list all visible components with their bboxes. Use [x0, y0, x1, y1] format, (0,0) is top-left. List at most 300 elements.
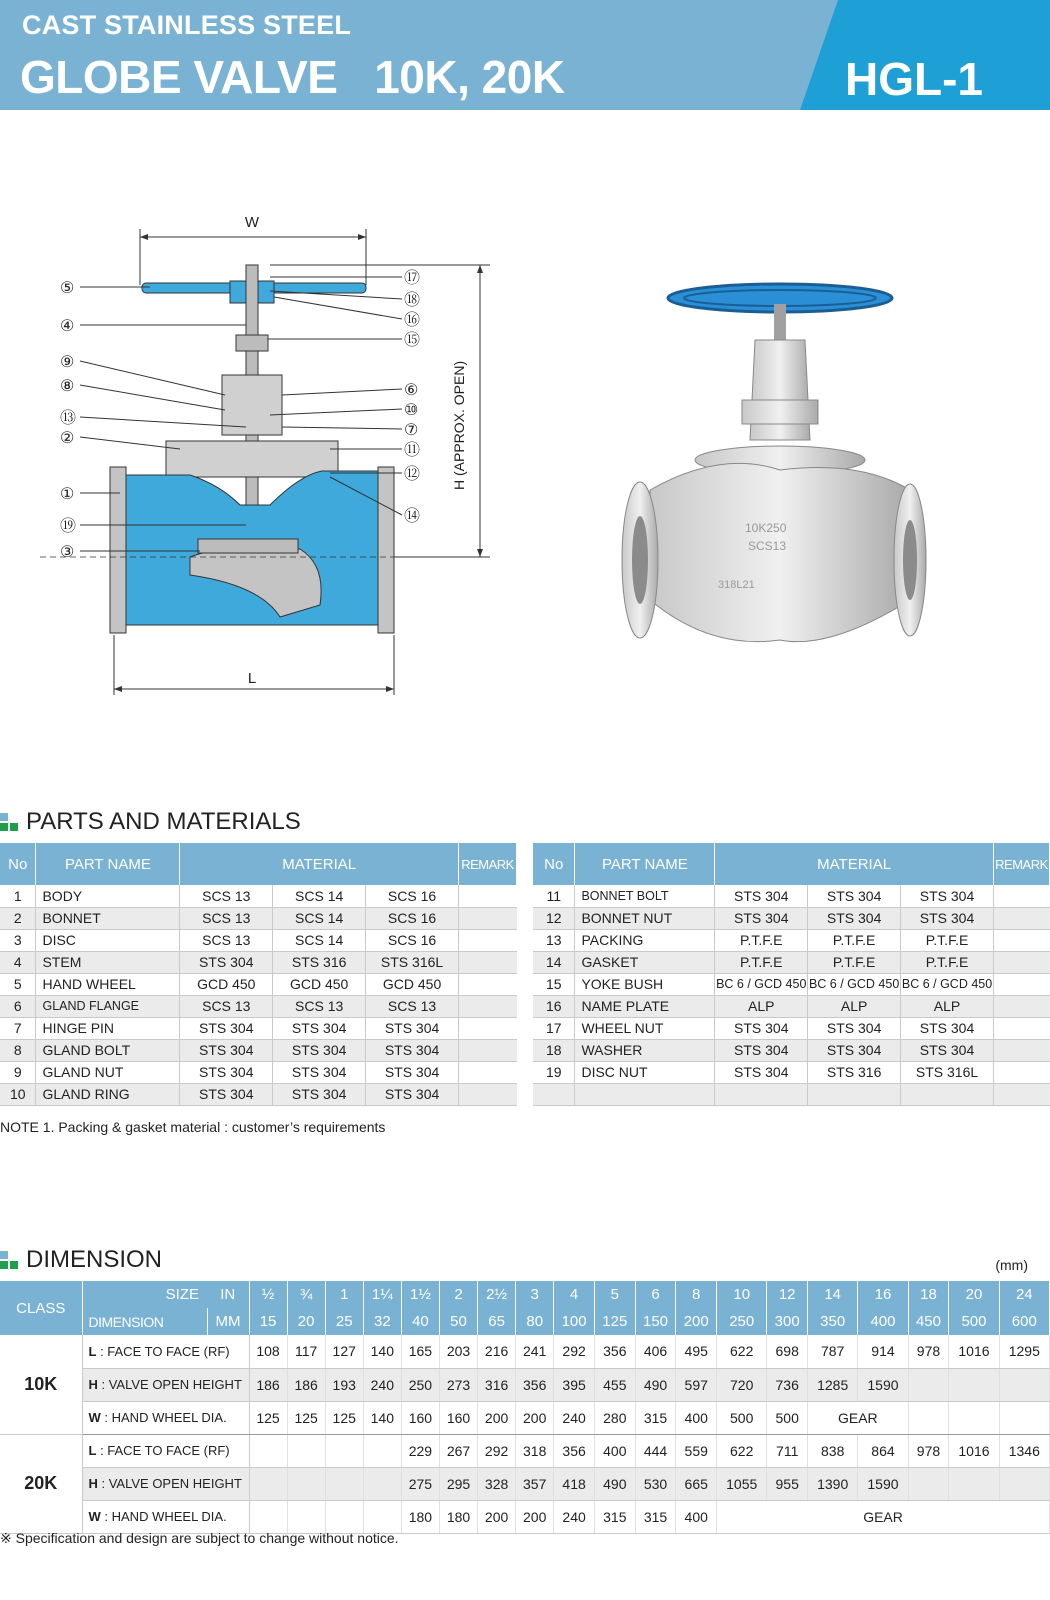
dimension-key: H	[88, 1476, 98, 1491]
dimension-cell: 216	[478, 1335, 516, 1368]
parts-row	[0, 1083, 517, 1105]
parts-row	[533, 907, 1050, 929]
part-name: HINGE PIN	[36, 1017, 180, 1039]
dimension-row	[0, 1335, 1050, 1368]
section-bullet-icon	[0, 813, 18, 831]
size-in-row	[0, 1281, 1050, 1308]
material-3: GCD 450	[366, 973, 459, 995]
dimension-cell	[949, 1368, 999, 1401]
material-3: STS 304	[366, 1017, 459, 1039]
col-no: No	[0, 843, 36, 885]
dimension-cell: 200	[478, 1401, 516, 1434]
material-2: STS 304	[273, 1039, 366, 1061]
col-material: MATERIAL	[180, 843, 459, 885]
size-mm: 25	[325, 1308, 363, 1335]
dimension-row	[0, 1467, 1050, 1500]
material-1: STS 304	[715, 1017, 808, 1039]
dimension-cell: 490	[594, 1467, 635, 1500]
col-material: MATERIAL	[715, 843, 994, 885]
part-no: 13	[533, 929, 575, 951]
material-3: STS 304	[366, 1083, 459, 1105]
part-name	[575, 1083, 715, 1105]
parts-row	[533, 995, 1050, 1017]
dimension-cell: 622	[717, 1335, 767, 1368]
dimension-cell: 500	[767, 1401, 808, 1434]
section-bullet-icon	[0, 1251, 18, 1269]
part-name: STEM	[36, 951, 180, 973]
part-no: 9	[0, 1061, 36, 1083]
dimension-header: DIMENSION	[82, 1308, 207, 1335]
size-in: 2½	[478, 1281, 516, 1308]
dimension-cell: 1016	[949, 1434, 999, 1467]
dimension-cell: 229	[401, 1434, 439, 1467]
dimension-cell: 455	[594, 1368, 635, 1401]
part-name: HAND WHEEL	[36, 973, 180, 995]
dimension-cell	[908, 1401, 949, 1434]
size-in: 14	[808, 1281, 858, 1308]
part-name: PACKING	[575, 929, 715, 951]
parts-row	[0, 885, 517, 907]
material-3: STS 304	[366, 1061, 459, 1083]
dimension-cell: 1590	[858, 1467, 908, 1500]
material-2: STS 304	[808, 1039, 901, 1061]
in-header: IN	[207, 1281, 249, 1308]
callout-14: ⑭	[404, 508, 421, 525]
size-mm: 200	[676, 1308, 717, 1335]
size-mm: 450	[908, 1308, 949, 1335]
dimension-cell: 406	[635, 1335, 676, 1368]
material-3: STS 304	[366, 1039, 459, 1061]
dimension-cell	[325, 1467, 363, 1500]
material-2: SCS 14	[273, 885, 366, 907]
dimension-cell: 186	[287, 1368, 325, 1401]
parts-row	[533, 885, 1050, 907]
dimension-cell: 1285	[808, 1368, 858, 1401]
remark	[459, 1017, 517, 1039]
size-in: 6	[635, 1281, 676, 1308]
dimension-cell: 295	[439, 1467, 477, 1500]
parts-row	[533, 929, 1050, 951]
dimension-cell: 500	[717, 1401, 767, 1434]
parts-row	[533, 1017, 1050, 1039]
dimension-key: L	[88, 1343, 97, 1359]
dimension-cell	[999, 1467, 1049, 1500]
material-3	[901, 1083, 994, 1105]
remark	[459, 1061, 517, 1083]
material-2: STS 304	[808, 907, 901, 929]
material-1: P.T.F.E	[715, 929, 808, 951]
dimension-cell: 665	[676, 1467, 717, 1500]
dimension-desc: : FACE TO FACE (RF)	[96, 1343, 230, 1359]
dimension-cell: 400	[594, 1434, 635, 1467]
part-no: 5	[0, 973, 36, 995]
size-in: 3	[516, 1281, 554, 1308]
col-part-name: PART NAME	[575, 843, 715, 885]
size-in: 1¼	[363, 1281, 401, 1308]
dimension-cell	[363, 1434, 401, 1467]
part-no: 2	[0, 907, 36, 929]
dimension-cell: 1016	[949, 1335, 999, 1368]
part-name: BONNET NUT	[575, 907, 715, 929]
size-in: 12	[767, 1281, 808, 1308]
size-in: 2	[439, 1281, 477, 1308]
dimension-cell: 292	[554, 1335, 595, 1368]
dimension-cell: 318	[516, 1434, 554, 1467]
dimension-cell	[363, 1467, 401, 1500]
parts-table-left	[0, 843, 517, 1106]
dimension-cell: 160	[439, 1401, 477, 1434]
material-1: SCS 13	[180, 885, 273, 907]
mm-header: MM	[207, 1308, 249, 1335]
size-in: ½	[249, 1281, 287, 1308]
size-mm: 65	[478, 1308, 516, 1335]
part-no: 16	[533, 995, 575, 1017]
dimension-cell: 356	[516, 1368, 554, 1401]
part-no: 10	[0, 1083, 36, 1105]
callout-8: ⑧	[60, 378, 75, 395]
dimension-cell: 280	[594, 1401, 635, 1434]
dimension-cell: 165	[401, 1335, 439, 1368]
dimension-cell	[949, 1401, 999, 1434]
size-mm: 300	[767, 1308, 808, 1335]
dimension-label	[82, 1500, 249, 1533]
material-1: STS 304	[180, 1017, 273, 1039]
dimension-key: W	[88, 1509, 101, 1524]
dimension-cell: 395	[554, 1368, 595, 1401]
dimension-cell: 275	[401, 1467, 439, 1500]
material-1: SCS 13	[180, 907, 273, 929]
dimension-label	[82, 1401, 249, 1434]
material-2: ALP	[808, 995, 901, 1017]
remark	[459, 973, 517, 995]
dimension-cell: 490	[635, 1368, 676, 1401]
page-header	[0, 0, 1050, 110]
material-3: STS 316L	[366, 951, 459, 973]
dimension-cell: 711	[767, 1434, 808, 1467]
parts-row	[0, 1017, 517, 1039]
valve-photo	[610, 270, 950, 690]
parts-section-title	[0, 808, 301, 836]
dimension-cell	[287, 1500, 325, 1533]
dimension-key: H	[88, 1377, 98, 1392]
dimension-desc: : HAND WHEEL DIA.	[100, 1509, 227, 1524]
dimension-cell: 273	[439, 1368, 477, 1401]
body-cast-mark-1: 10K250	[745, 521, 787, 535]
col-remark: REMARK	[459, 843, 517, 885]
size-in: 1	[325, 1281, 363, 1308]
dimension-cell: 117	[287, 1335, 325, 1368]
dimension-cell: 864	[858, 1434, 908, 1467]
remark	[993, 1061, 1049, 1083]
dimension-cell: 140	[363, 1401, 401, 1434]
material-2: SCS 14	[273, 929, 366, 951]
size-in: 16	[858, 1281, 908, 1308]
part-name: WHEEL NUT	[575, 1017, 715, 1039]
dimension-cell: 267	[439, 1434, 477, 1467]
remark	[993, 1039, 1049, 1061]
dimension-desc: : VALVE OPEN HEIGHT	[97, 1377, 242, 1392]
model-code: HGL-1	[845, 53, 983, 105]
dimension-cell: 698	[767, 1335, 808, 1368]
material-1: STS 304	[715, 1061, 808, 1083]
size-mm: 15	[249, 1308, 287, 1335]
material-1: ALP	[715, 995, 808, 1017]
dimension-cell: 597	[676, 1368, 717, 1401]
remark	[459, 929, 517, 951]
dimension-cell: 978	[908, 1335, 949, 1368]
dimension-cell: 720	[717, 1368, 767, 1401]
size-header: SIZE	[82, 1281, 207, 1308]
size-in: ¾	[287, 1281, 325, 1308]
remark	[993, 1083, 1049, 1105]
dimension-cell: 125	[325, 1401, 363, 1434]
size-in: 20	[949, 1281, 999, 1308]
size-mm: 150	[635, 1308, 676, 1335]
callout-17: ⑰	[404, 270, 421, 287]
dimension-section-title	[0, 1246, 162, 1274]
size-mm: 125	[594, 1308, 635, 1335]
dimension-cell	[949, 1467, 999, 1500]
size-mm: 20	[287, 1308, 325, 1335]
dimension-cell	[363, 1500, 401, 1533]
part-name: BODY	[36, 885, 180, 907]
dimension-cell: 418	[554, 1467, 595, 1500]
dimension-cell: 203	[439, 1335, 477, 1368]
part-name: DISC	[36, 929, 180, 951]
material-2: SCS 14	[273, 907, 366, 929]
dimension-cell: 444	[635, 1434, 676, 1467]
material-3: STS 304	[901, 907, 994, 929]
size-in: 8	[676, 1281, 717, 1308]
material-2: P.T.F.E	[808, 951, 901, 973]
material-2: STS 304	[808, 885, 901, 907]
callout-7: ⑦	[404, 422, 419, 439]
material-1: SCS 13	[180, 929, 273, 951]
part-no: 8	[0, 1039, 36, 1061]
dimension-cell: 559	[676, 1434, 717, 1467]
parts-row	[0, 973, 517, 995]
callout-15: ⑮	[404, 332, 421, 349]
size-in: 18	[908, 1281, 949, 1308]
material-3: SCS 16	[366, 907, 459, 929]
part-no: 11	[533, 885, 575, 907]
material-3: BC 6 / GCD 450	[901, 973, 994, 995]
dimension-cell: 1590	[858, 1368, 908, 1401]
dimension-cell: 1055	[717, 1467, 767, 1500]
material-3: STS 304	[901, 1017, 994, 1039]
dimension-cell: 186	[249, 1368, 287, 1401]
part-no: 15	[533, 973, 575, 995]
dimension-cell: 193	[325, 1368, 363, 1401]
callout-6: ⑥	[404, 382, 419, 399]
dimension-cell: 400	[676, 1500, 717, 1533]
part-no: 3	[0, 929, 36, 951]
dimension-cell: 200	[516, 1500, 554, 1533]
material-1: P.T.F.E	[715, 951, 808, 973]
dimension-cell: 838	[808, 1434, 858, 1467]
dimension-cell: 1390	[808, 1467, 858, 1500]
parts-row	[533, 1061, 1050, 1083]
dimension-cell: 315	[594, 1500, 635, 1533]
part-name: GLAND NUT	[36, 1061, 180, 1083]
part-name: GLAND BOLT	[36, 1039, 180, 1061]
dimension-cell: 160	[401, 1401, 439, 1434]
dimension-desc: : VALVE OPEN HEIGHT	[97, 1476, 242, 1491]
remark	[459, 951, 517, 973]
callout-5: ⑤	[60, 280, 75, 297]
material-1: STS 304	[715, 1039, 808, 1061]
dimension-label	[82, 1467, 249, 1500]
part-name: YOKE BUSH	[575, 973, 715, 995]
remark	[459, 995, 517, 1017]
dimension-row	[0, 1500, 1050, 1533]
dimension-cell: 127	[325, 1335, 363, 1368]
callout-11: ⑪	[404, 442, 421, 459]
header-subtitle: CAST STAINLESS STEEL	[22, 10, 352, 40]
parts-row	[533, 1039, 1050, 1061]
remark	[993, 995, 1049, 1017]
dimension-cell: 356	[554, 1434, 595, 1467]
col-remark: REMARK	[993, 843, 1049, 885]
callout-16: ⑯	[404, 312, 421, 329]
dimension-cell: 108	[249, 1335, 287, 1368]
callout-2: ②	[60, 430, 75, 447]
callout-1: ①	[60, 486, 75, 503]
dimension-cell: 356	[594, 1335, 635, 1368]
dimension-cell: 316	[478, 1368, 516, 1401]
dimension-cell: 530	[635, 1467, 676, 1500]
dimension-cell: 180	[401, 1500, 439, 1533]
part-no	[533, 1083, 575, 1105]
part-no: 1	[0, 885, 36, 907]
size-in: 24	[999, 1281, 1049, 1308]
material-1	[715, 1083, 808, 1105]
material-2: STS 316	[808, 1061, 901, 1083]
dimension-cell: 250	[401, 1368, 439, 1401]
material-1: STS 304	[715, 907, 808, 929]
size-mm: 80	[516, 1308, 554, 1335]
size-in: 10	[717, 1281, 767, 1308]
dim-w-label: W	[244, 214, 260, 231]
unit-label: (mm)	[995, 1257, 1028, 1273]
material-1: STS 304	[180, 951, 273, 973]
dimension-label	[82, 1434, 249, 1467]
size-in: 4	[554, 1281, 595, 1308]
dimension-cell: 1295	[999, 1335, 1049, 1368]
material-3: STS 316L	[901, 1061, 994, 1083]
dimension-cell: 315	[635, 1500, 676, 1533]
dimension-cell: 787	[808, 1335, 858, 1368]
parts-title-text: PARTS AND MATERIALS	[26, 808, 301, 835]
header-title: GLOBE VALVE 10K, 20K	[20, 51, 565, 103]
part-no: 14	[533, 951, 575, 973]
parts-row	[533, 973, 1050, 995]
material-3: STS 304	[901, 1039, 994, 1061]
part-name: DISC NUT	[575, 1061, 715, 1083]
dimension-cell: 140	[363, 1335, 401, 1368]
material-1: BC 6 / GCD 450	[715, 973, 808, 995]
footnote: ※ Specification and design are subject to change without notice.	[0, 1530, 399, 1546]
callout-3: ③	[60, 544, 75, 561]
dimension-key: W	[88, 1410, 101, 1425]
material-2: STS 304	[273, 1061, 366, 1083]
parts-row	[0, 907, 517, 929]
dimension-cell	[287, 1467, 325, 1500]
dimension-cell: 495	[676, 1335, 717, 1368]
part-name: WASHER	[575, 1039, 715, 1061]
material-3: STS 304	[901, 885, 994, 907]
size-mm-row	[0, 1308, 1050, 1335]
dimension-cell	[908, 1368, 949, 1401]
parts-row	[0, 951, 517, 973]
dimension-cell: 914	[858, 1335, 908, 1368]
material-1: SCS 13	[180, 995, 273, 1017]
dimension-row	[0, 1401, 1050, 1434]
dim-l-label: L	[247, 670, 257, 687]
dimension-cell: 328	[478, 1467, 516, 1500]
dimension-cell: 241	[516, 1335, 554, 1368]
dimension-cell: GEAR	[717, 1500, 1050, 1533]
remark	[993, 1017, 1049, 1039]
remark	[993, 907, 1049, 929]
remark	[993, 973, 1049, 995]
part-name: GASKET	[575, 951, 715, 973]
class-name: 20K	[0, 1434, 82, 1533]
material-2: GCD 450	[273, 973, 366, 995]
dimension-desc: : HAND WHEEL DIA.	[100, 1410, 227, 1425]
parts-row	[533, 1083, 1050, 1105]
dimension-desc: : FACE TO FACE (RF)	[96, 1443, 230, 1458]
material-3: ALP	[901, 995, 994, 1017]
parts-row	[533, 951, 1050, 973]
material-3: SCS 16	[366, 885, 459, 907]
remark	[459, 1039, 517, 1061]
remark	[459, 885, 517, 907]
dimension-cell	[325, 1500, 363, 1533]
material-2: BC 6 / GCD 450	[808, 973, 901, 995]
remark	[459, 907, 517, 929]
material-1: GCD 450	[180, 973, 273, 995]
material-2: STS 316	[273, 951, 366, 973]
callout-18: ⑱	[404, 292, 421, 309]
dimension-cell: 357	[516, 1467, 554, 1500]
dimension-cell: 315	[635, 1401, 676, 1434]
material-2: STS 304	[808, 1017, 901, 1039]
dimension-cell: 200	[478, 1500, 516, 1533]
callout-13: ⑬	[60, 410, 77, 427]
dimension-cell: 240	[554, 1401, 595, 1434]
size-mm: 350	[808, 1308, 858, 1335]
parts-row	[0, 1039, 517, 1061]
class-name: 10K	[0, 1335, 82, 1434]
dimension-cell: 978	[908, 1434, 949, 1467]
part-no: 6	[0, 995, 36, 1017]
size-mm: 50	[439, 1308, 477, 1335]
material-1: STS 304	[715, 885, 808, 907]
part-name: NAME PLATE	[575, 995, 715, 1017]
callout-19: ⑲	[60, 518, 77, 535]
material-2: SCS 13	[273, 995, 366, 1017]
dimension-label	[82, 1335, 249, 1368]
callout-9: ⑨	[60, 354, 75, 371]
dimension-cell: 622	[717, 1434, 767, 1467]
part-no: 7	[0, 1017, 36, 1039]
dimension-cell: 1346	[999, 1434, 1049, 1467]
material-2: STS 304	[273, 1083, 366, 1105]
size-mm: 100	[554, 1308, 595, 1335]
size-mm: 500	[949, 1308, 999, 1335]
part-name: GLAND RING	[36, 1083, 180, 1105]
